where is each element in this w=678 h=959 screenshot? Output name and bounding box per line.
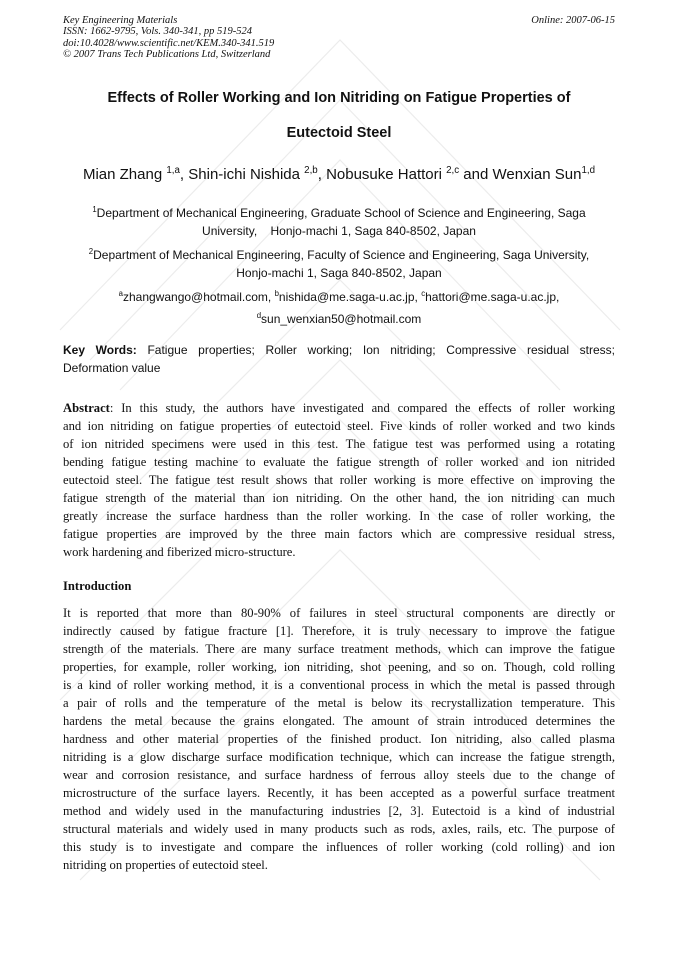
email-c: hattori@me.saga-u.ac.jp, bbox=[425, 290, 560, 304]
affiliation-1 bbox=[66, 201, 612, 240]
intro-line: method and widely used in the manufacturing industries [2, 3]. Eutectoid is a kind of industrial bbox=[63, 804, 615, 818]
abstract-line: greatly increase the surface hardness than the roller working. In the case of roller working, the bbox=[63, 509, 615, 523]
journal-copyright: © 2007 Trans Tech Publications Ltd, Switzerland bbox=[63, 49, 271, 61]
affiliation-sup: 2 bbox=[88, 247, 94, 256]
intro-line: indirectly caused by fatigue fracture [1]. Therefore, it is truly necessary to improve the fatigue bbox=[63, 624, 615, 638]
section-heading-introduction: Introduction bbox=[63, 579, 132, 593]
journal-doi: doi:10.4028/www.scientific.net/KEM.340-341.519 bbox=[63, 37, 275, 49]
paper-title-line-1: Effects of Roller Working and Ion Nitriding on Fatigue Properties of bbox=[107, 90, 571, 106]
author-name: Wenxian Sun bbox=[492, 166, 582, 183]
author-affiliation-sup: 1,a bbox=[166, 165, 180, 176]
author-separator: and bbox=[459, 166, 493, 183]
keywords-label: Key Words: bbox=[63, 343, 137, 357]
intro-line: this study is to investigate and compare the influences of roller working (cold rolling) and ion bbox=[63, 840, 615, 854]
author-list bbox=[40, 165, 638, 183]
affiliation-2-line-2: Honjo-machi 1, Saga 840-8502, Japan bbox=[236, 265, 442, 280]
abstract-line: eutectoid steel. The fatigue test result shows that roller working is more effective on improving the bbox=[63, 473, 615, 487]
affiliation-sup: 1 bbox=[92, 205, 97, 214]
introduction-body bbox=[63, 604, 615, 874]
intro-line: a pair of rolls and the temperature of the metal is below its recrystallization temperature. This bbox=[63, 696, 615, 710]
abstract-line: and ion nitriding on fatigue properties of eutectoid steel. Five kinds of roller worked and two kinds bbox=[63, 419, 615, 433]
email-sup: b bbox=[274, 289, 279, 298]
journal-issn: ISSN: 1662-9795, Vols. 340-341, pp 519-524 bbox=[63, 26, 252, 38]
author-name: Shin-ichi Nishida bbox=[188, 166, 305, 183]
affiliation-1-line-1: Department of Mechanical Engineering, Graduate School of Science and Engineering, Saga bbox=[96, 206, 586, 220]
abstract-line: : In this study, the authors have investigated and compared the effects of roller working bbox=[109, 401, 615, 415]
keywords-line-1: Fatigue properties; Roller working; Ion nitriding; Compressive residual stress; bbox=[136, 343, 615, 357]
intro-line: nitriding on properties of eutectoid steel. bbox=[63, 858, 268, 872]
email-d: sun_wenxian50@hotmail.com bbox=[261, 311, 422, 326]
author-separator: , bbox=[179, 166, 189, 183]
abstract-label: Abstract bbox=[63, 401, 110, 415]
affiliation-2-line-1: Department of Mechanical Engineering, Faculty of Science and Engineering, Saga University, bbox=[93, 248, 590, 262]
email-sup: d bbox=[256, 310, 262, 320]
affiliation-1-line-2: University, Honjo-machi 1, Saga 840-8502, Japan bbox=[202, 223, 476, 238]
journal-name: Key Engineering Materials bbox=[63, 15, 178, 26]
author-separator: , bbox=[317, 166, 327, 183]
author-name: Mian Zhang bbox=[82, 166, 167, 183]
paper-title-line-2: Eutectoid Steel bbox=[286, 125, 392, 141]
intro-line: microstructure of the surface layers. Recently, it has been accepted as a powerful surface treatment bbox=[63, 786, 615, 800]
keywords bbox=[63, 342, 615, 377]
intro-line: wear and corrosion resistance, and surface hardness of ferrous alloy steels due to the change of bbox=[63, 768, 615, 782]
online-date: Online: 2007-06-15 bbox=[531, 15, 615, 26]
author-affiliation-sup: 2,c bbox=[446, 165, 460, 176]
intro-line: is a kind of roller working method, it is a conventional process in which the metal is passed through bbox=[63, 678, 615, 692]
abstract-line: work hardening and fiberized micro-structure. bbox=[63, 545, 296, 559]
abstract-line: fatigue properties are improved by the three main factors which are compressive residual stress, bbox=[63, 527, 615, 541]
intro-line: hardens the metal because the grains elongated. The amount of strain introduced determines the bbox=[63, 714, 615, 728]
author-affiliation-sup: 2,b bbox=[304, 165, 318, 176]
abstract bbox=[63, 399, 615, 561]
intro-line: structural materials and widely used in many products such as rods, axles, rails, etc. The purpose of bbox=[63, 822, 615, 836]
author-name: Nobusuke Hattori bbox=[326, 166, 447, 183]
journal-header bbox=[63, 15, 615, 61]
email-sup: c bbox=[421, 289, 426, 298]
intro-line: hardness and other material properties of the finished product. Ion nitriding, also called plasma bbox=[63, 732, 615, 746]
author-affiliation-sup: 1,d bbox=[581, 165, 596, 176]
intro-line: nitriding is a glow discharge surface modification technique, which can increase the fatigue strength, bbox=[63, 750, 615, 764]
abstract-line: of ion nitrided specimens were used in this test. The fatigue test was performed using a rotating bbox=[63, 437, 615, 451]
keywords-line-2: Deformation value bbox=[63, 360, 161, 375]
email-list bbox=[66, 285, 612, 328]
email-a: zhangwango@hotmail.com, bbox=[122, 290, 275, 304]
email-sup: a bbox=[118, 289, 123, 298]
intro-line: It is reported that more than 80-90% of failures in steel structural components are directly or bbox=[63, 606, 615, 620]
intro-line: strength of the materials. There are many surface treatment methods, which can improve the fatigue bbox=[63, 642, 615, 656]
abstract-line: bending fatigue testing machine to evaluate the fatigue strength of roller worked and ion nitrided bbox=[63, 455, 615, 469]
email-b: nishida@me.saga-u.ac.jp, bbox=[278, 290, 422, 304]
abstract-line: fatigue strength of the material than ion nitriding. On the other hand, the ion nitriding can much bbox=[63, 491, 615, 505]
affiliation-2 bbox=[66, 243, 612, 282]
intro-line: properties, for example, roller working, ion nitriding, shot peening, and so on. Though, cold rolling bbox=[63, 660, 615, 674]
